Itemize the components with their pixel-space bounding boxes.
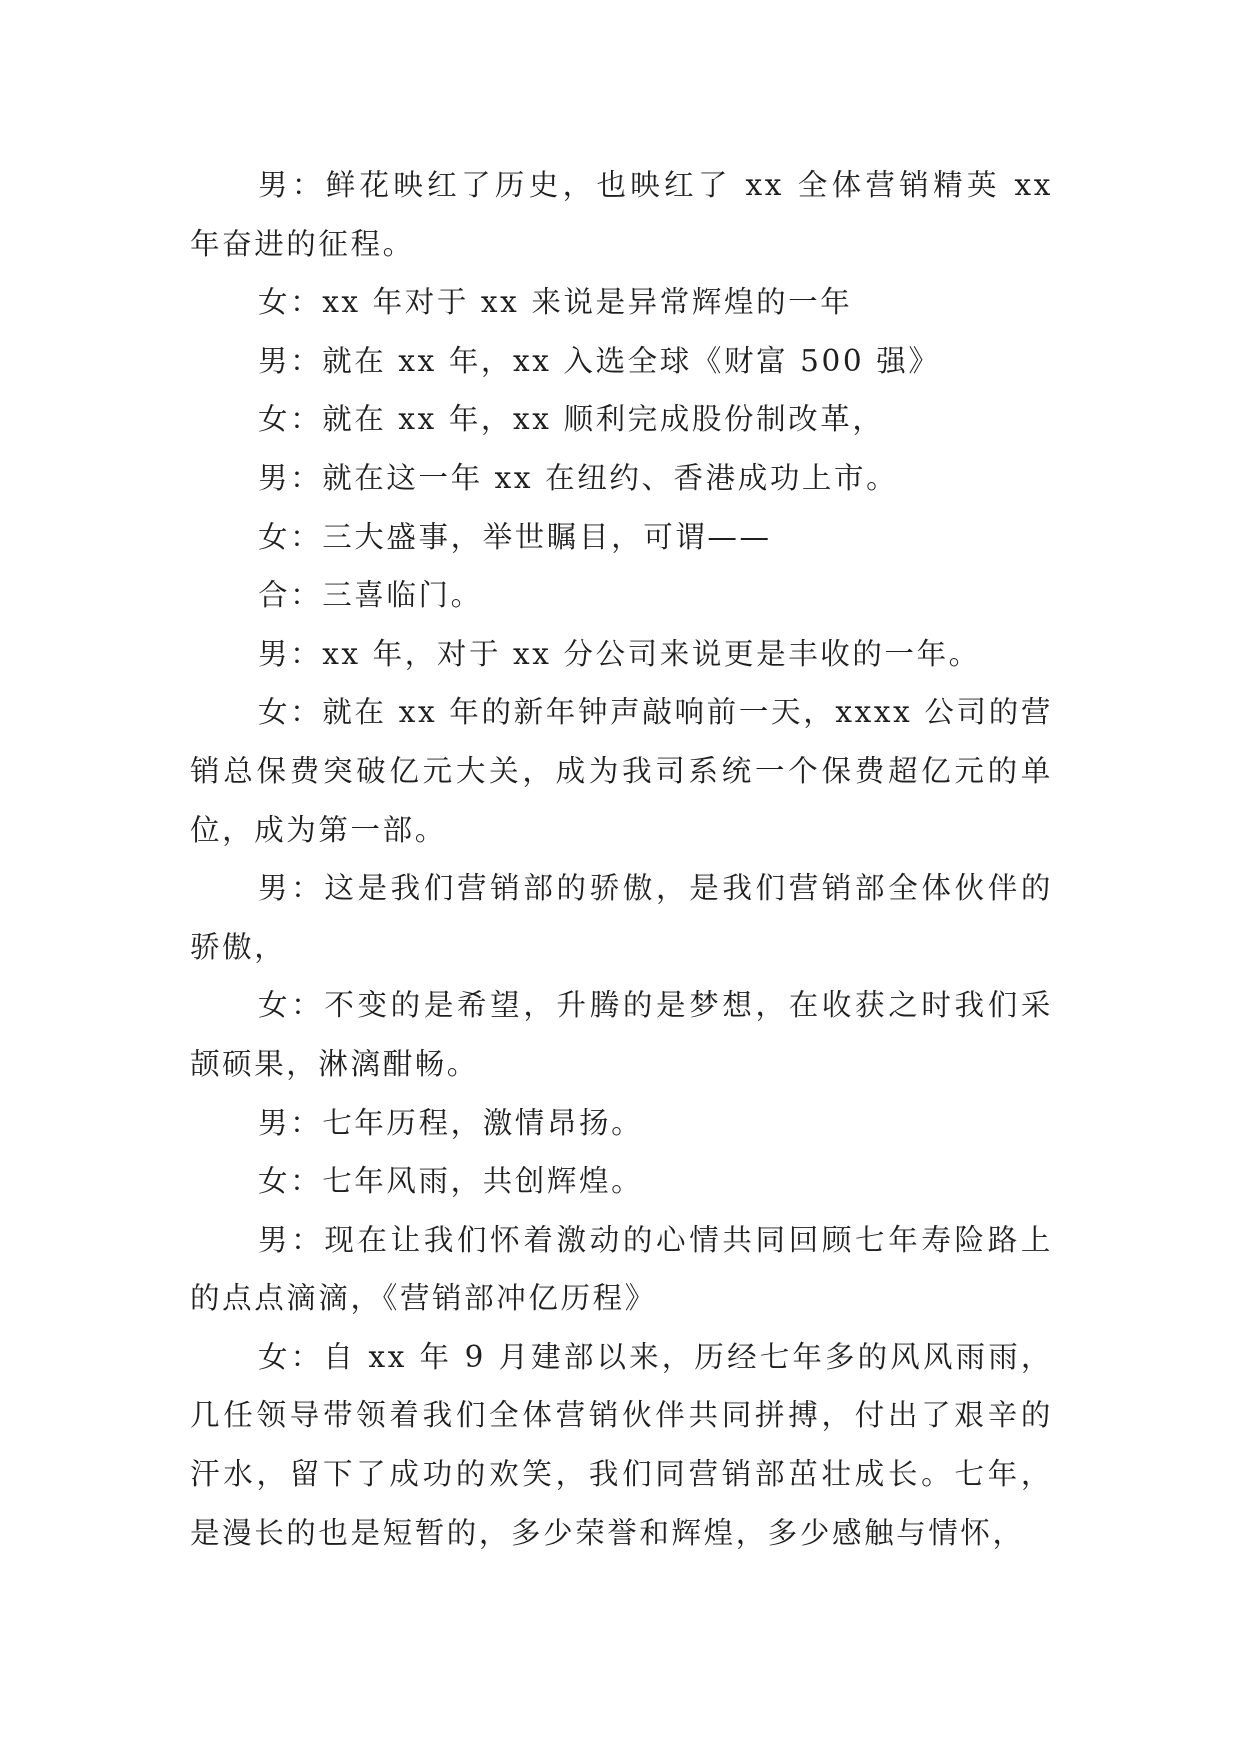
paragraph-2: 女：xx 年对于 xx 来说是异常辉煌的一年 [258, 285, 853, 320]
paragraph-12: 男：七年历程，激情昂扬。 [258, 1105, 644, 1140]
paragraph-4: 女：就在 xx 年，xx 顺利完成股份制改革， [258, 402, 885, 437]
paragraph-15: 女：自 xx 年 9 月建部以来，历经七年多的风风雨雨，几任领导带领着我们全体营销伙伴共同拼搏，付出了艰辛的汗水，留下了成功的欢笑，我们同营销部茁壮成长。七年，是漫长的也是短暂的，多少荣誉和辉煌，多少感触与情怀， [190, 1339, 1053, 1550]
paragraph-11: 女：不变的是希望，升腾的是梦想，在收获之时我们采颉硕果，淋漓酣畅。 [190, 988, 1053, 1081]
paragraph-6: 女：三大盛事，举世瞩目，可谓—— [258, 519, 772, 554]
paragraph-9: 女：就在 xx 年的新年钟声敲响前一天，xxxx 公司的营销总保费突破亿元大关，成为我司系统一个保费超亿元的单位，成为第一部。 [190, 695, 1053, 847]
paragraph-13: 女：七年风雨，共创辉煌。 [258, 1164, 644, 1199]
paragraph-8: 男：xx 年，对于 xx 分公司来说更是丰收的一年。 [258, 636, 981, 671]
paragraph-1: 男：鲜花映红了历史，也映红了 xx 全体营销精英 xx 年奋进的征程。 [190, 168, 1053, 261]
paragraph-5: 男：就在这一年 xx 在纽约、香港成功上市。 [258, 460, 899, 495]
document-body [190, 156, 1053, 1562]
paragraph-10: 男：这是我们营销部的骄傲，是我们营销部全体伙伴的骄傲， [190, 871, 1053, 964]
paragraph-14: 男：现在让我们怀着激动的心情共同回顾七年寿险路上的点点滴滴，《营销部冲亿历程》 [190, 1222, 1053, 1316]
paragraph-3: 男：就在 xx 年，xx 入选全球《财富 500 强》 [258, 343, 941, 378]
paragraph-7: 合：三喜临门。 [258, 578, 483, 613]
